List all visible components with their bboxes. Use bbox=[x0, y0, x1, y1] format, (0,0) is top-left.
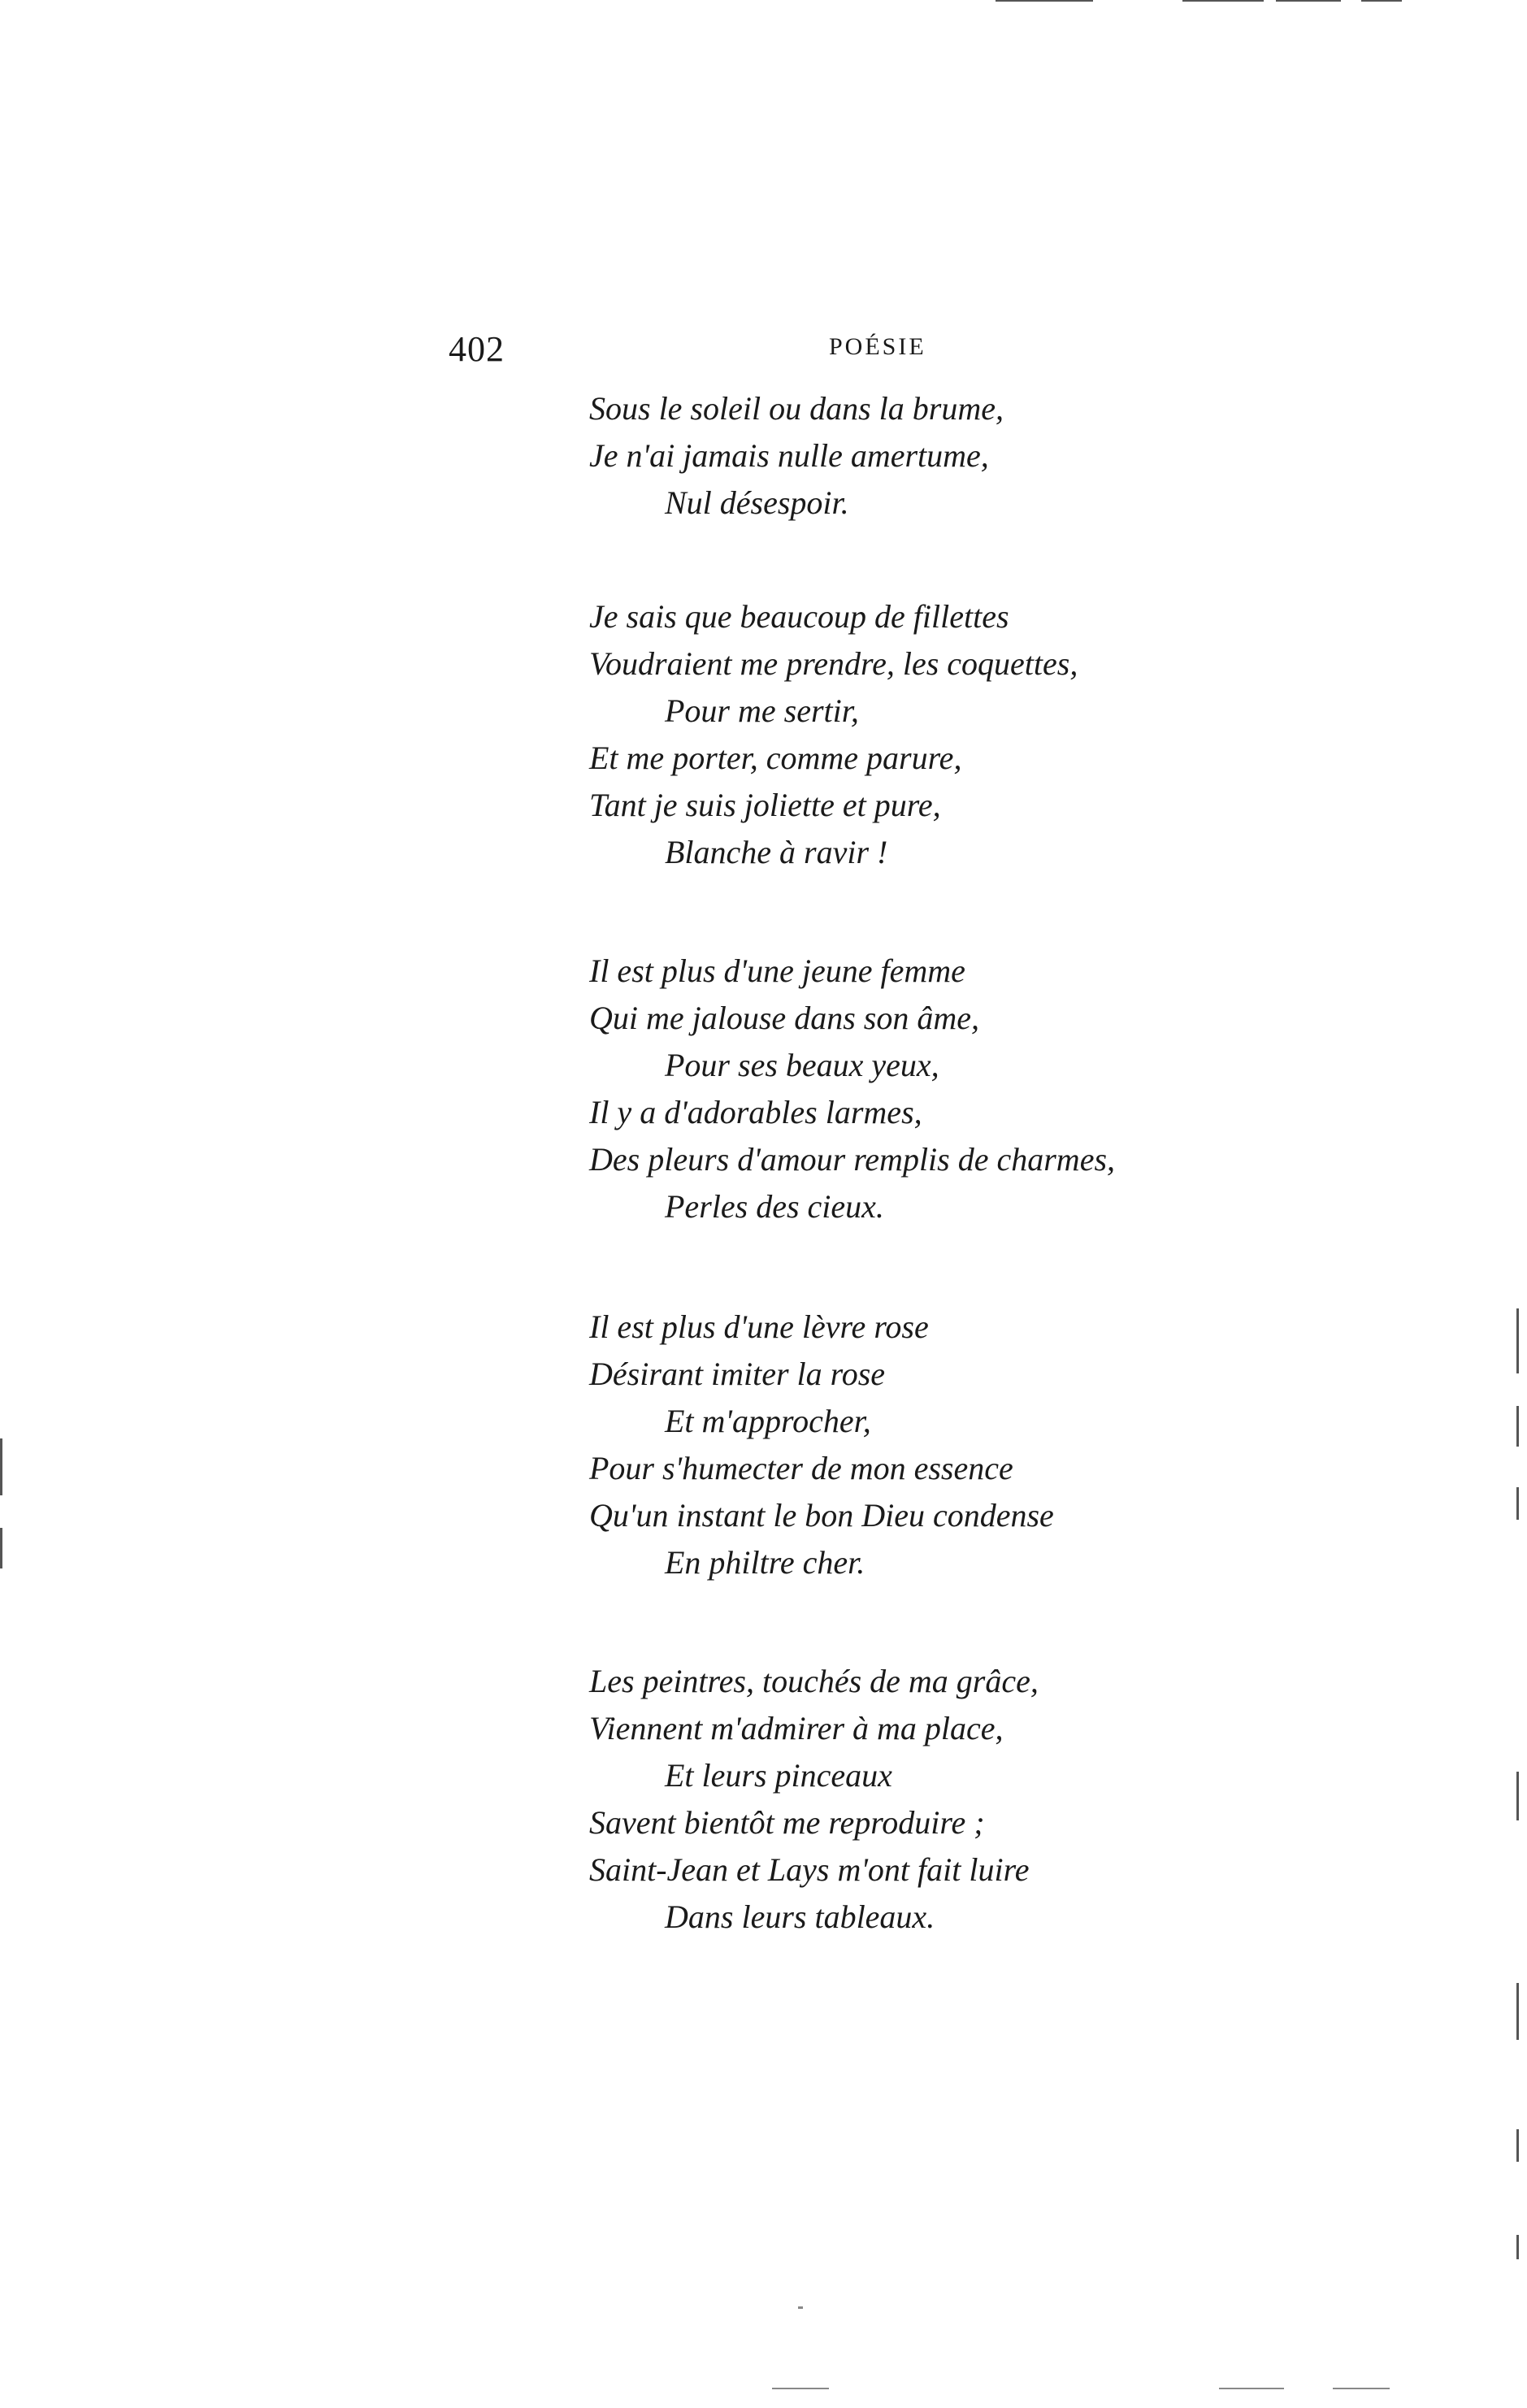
verse-line: Pour s'humecter de mon essence bbox=[589, 1450, 1013, 1486]
stanza-3 bbox=[589, 948, 1115, 1230]
scan-edge-mark bbox=[1516, 1308, 1519, 1373]
scan-edge-mark bbox=[1516, 2129, 1519, 2162]
verse-line: Les peintres, touchés de ma grâce, bbox=[589, 1663, 1039, 1699]
scan-edge-mark bbox=[0, 1438, 2, 1495]
scan-edge-mark bbox=[772, 2388, 829, 2389]
verse-line: Nul désespoir. bbox=[665, 484, 849, 521]
verse-line: Et m'approcher, bbox=[665, 1403, 871, 1439]
page-number: 402 bbox=[449, 329, 505, 369]
verse-line: Qu'un instant le bon Dieu condense bbox=[589, 1497, 1054, 1534]
scan-edge-mark bbox=[1361, 0, 1402, 2]
scan-edge-mark bbox=[1516, 1983, 1519, 2040]
verse-line: Des pleurs d'amour remplis de charmes, bbox=[589, 1141, 1116, 1178]
scan-edge-mark bbox=[1182, 0, 1264, 2]
verse-line: Qui me jalouse dans son âme, bbox=[589, 1000, 979, 1036]
scan-edge-mark bbox=[1516, 1772, 1519, 1820]
scan-edge-mark bbox=[1516, 2235, 1519, 2259]
verse-line: Perles des cieux. bbox=[665, 1188, 884, 1225]
verse-line: Pour me sertir, bbox=[665, 692, 859, 729]
verse-line: Et leurs pinceaux bbox=[665, 1757, 892, 1794]
stanza-2 bbox=[589, 593, 1078, 876]
verse-line: Blanche à ravir ! bbox=[665, 834, 888, 870]
running-title: POÉSIE bbox=[829, 333, 926, 360]
scan-speck bbox=[798, 2306, 803, 2309]
verse-line: Je n'ai jamais nulle amertume, bbox=[589, 437, 989, 474]
verse-line: Il est plus d'une jeune femme bbox=[589, 952, 965, 989]
verse-line: Voudraient me prendre, les coquettes, bbox=[589, 645, 1078, 682]
scan-edge-mark bbox=[0, 1528, 2, 1568]
verse-line: Saint-Jean et Lays m'ont fait luire bbox=[589, 1851, 1030, 1888]
scan-edge-mark bbox=[1219, 2388, 1284, 2389]
scan-edge-mark bbox=[1333, 2388, 1390, 2389]
verse-line: Savent bientôt me reproduire ; bbox=[589, 1804, 985, 1841]
verse-line: Tant je suis joliette et pure, bbox=[589, 787, 941, 823]
verse-line: Dans leurs tableaux. bbox=[665, 1898, 935, 1935]
scan-edge-mark bbox=[1516, 1487, 1519, 1520]
stanza-1 bbox=[589, 385, 1004, 527]
verse-line: Viennent m'admirer à ma place, bbox=[589, 1710, 1004, 1746]
scan-edge-mark bbox=[1276, 0, 1341, 2]
verse-line: En philtre cher. bbox=[665, 1544, 865, 1581]
verse-line: Désirant imiter la rose bbox=[589, 1356, 886, 1392]
scan-edge-mark bbox=[1516, 1406, 1519, 1447]
verse-line: Et me porter, comme parure, bbox=[589, 740, 962, 776]
verse-line: Il est plus d'une lèvre rose bbox=[589, 1308, 929, 1345]
verse-line: Pour ses beaux yeux, bbox=[665, 1047, 939, 1083]
verse-line: Je sais que beaucoup de fillettes bbox=[589, 598, 1009, 635]
scan-edge-mark bbox=[996, 0, 1093, 2]
verse-line: Il y a d'adorables larmes, bbox=[589, 1094, 922, 1130]
stanza-4 bbox=[589, 1304, 1054, 1586]
stanza-5 bbox=[589, 1658, 1039, 1941]
verse-line: Sous le soleil ou dans la brume, bbox=[589, 390, 1004, 427]
